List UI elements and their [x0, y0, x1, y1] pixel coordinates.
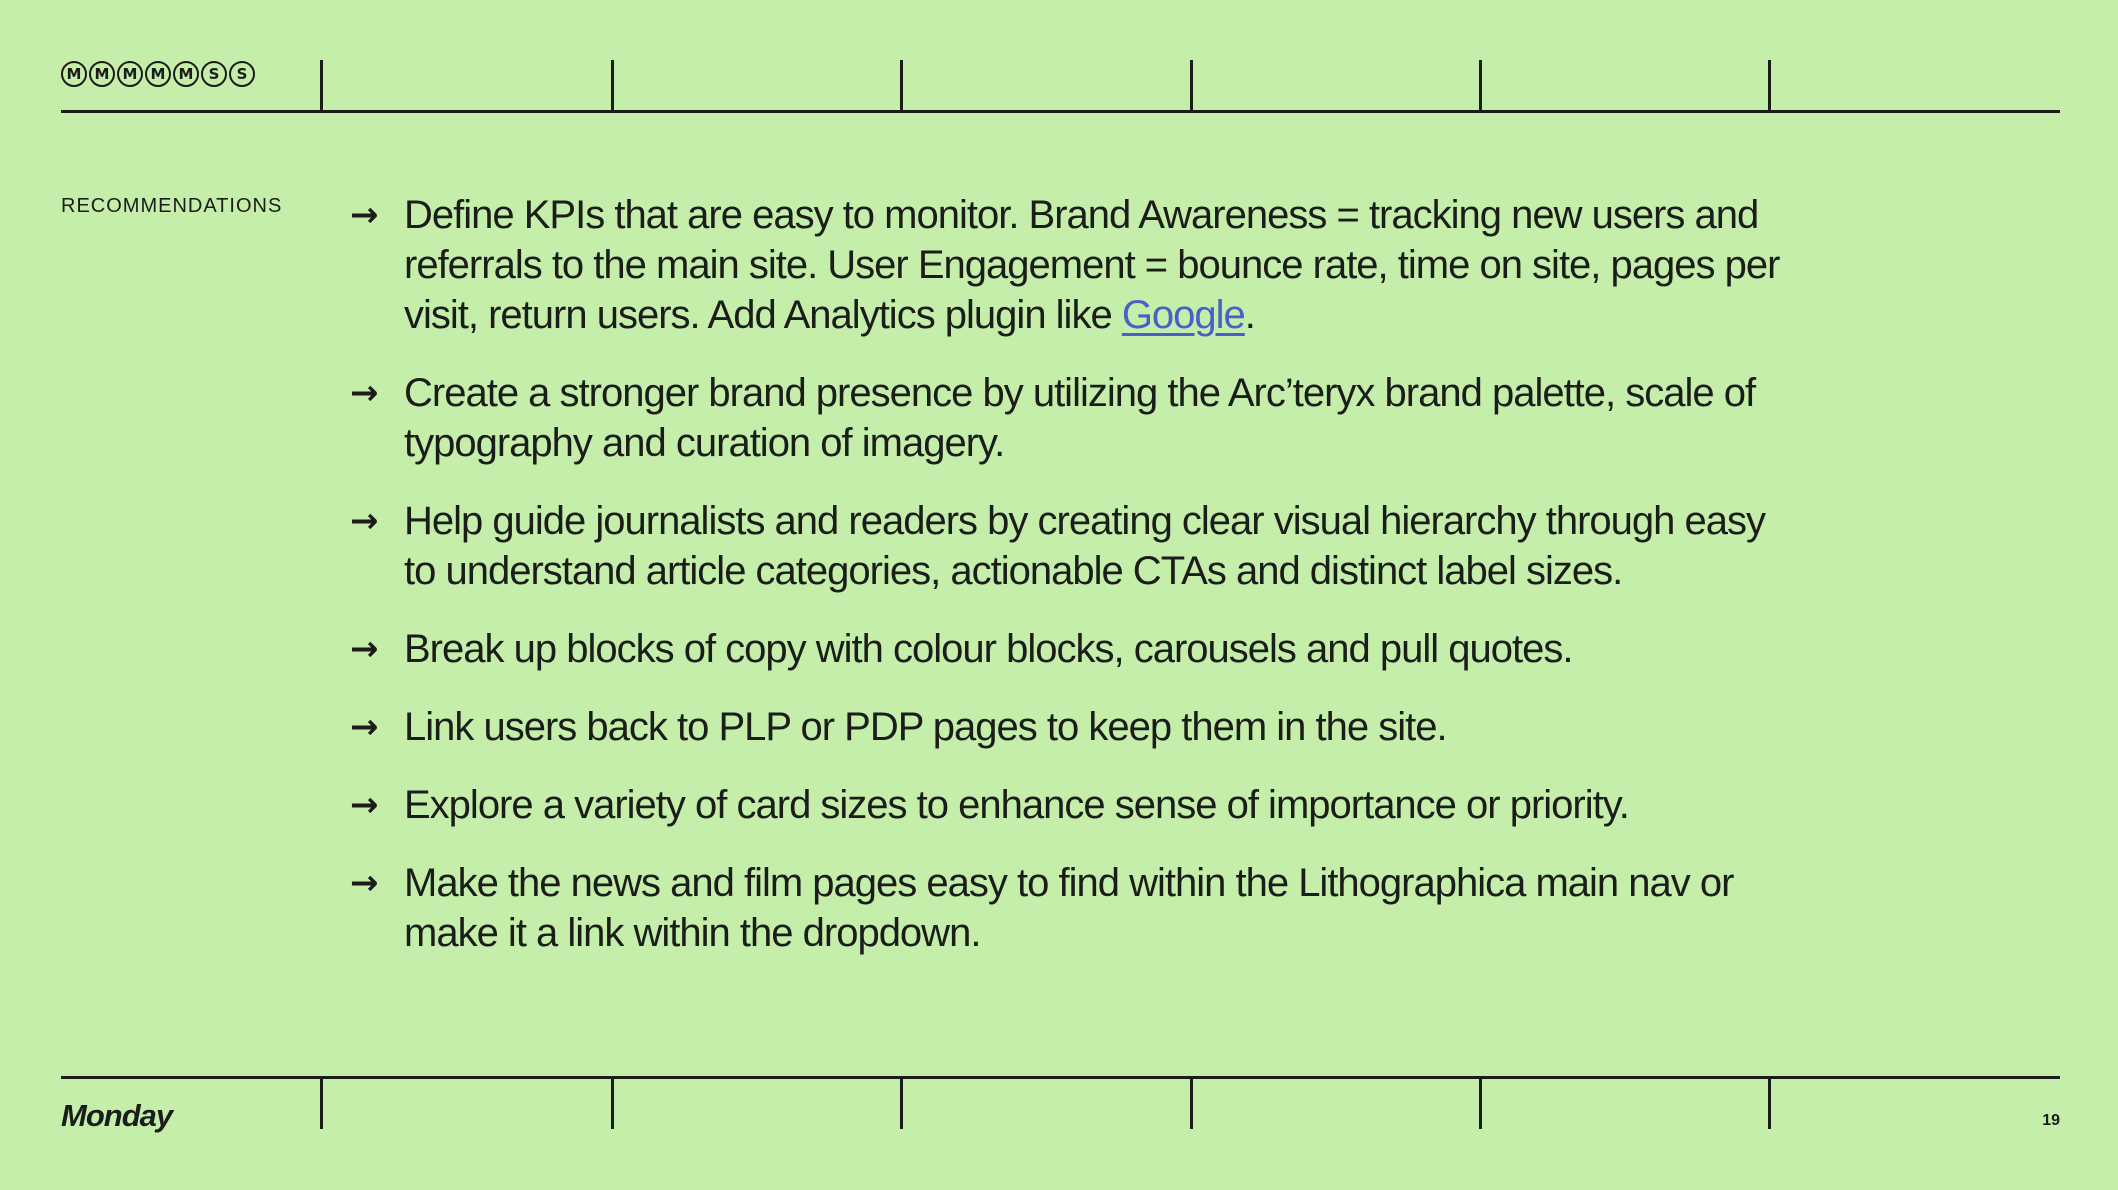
recommendation-item	[350, 496, 1790, 596]
logo-letter-ring: M	[89, 61, 115, 87]
logo-letter-ring: M	[145, 61, 171, 87]
arrow-right-icon: →	[350, 501, 378, 541]
logo-letter-ring: M	[61, 61, 87, 87]
header-divider	[900, 60, 903, 112]
footer-divider	[611, 1077, 614, 1129]
arrow-right-icon: →	[350, 785, 378, 825]
recommendation-text: Break up blocks of copy with colour blocks, carousels and pull quotes.	[404, 627, 1573, 671]
recommendation-item	[350, 702, 1790, 752]
footer-divider	[1768, 1077, 1771, 1129]
header-divider	[611, 60, 614, 112]
logo-letter-ring: S	[201, 61, 227, 87]
footer-rule	[61, 1076, 2060, 1079]
recommendation-text: Link users back to PLP or PDP pages to keep them in the site.	[404, 705, 1447, 749]
section-label: RECOMMENDATIONS	[61, 195, 283, 217]
recommendation-item	[350, 858, 1790, 958]
header-rule	[61, 110, 2060, 113]
recommendation-item	[350, 190, 1790, 340]
brand-logo	[61, 61, 257, 87]
recommendation-text: Create a stronger brand presence by utilizing the Arc’teryx brand palette, scale of typography and curation of imagery.	[404, 371, 1756, 465]
footer-divider	[1479, 1077, 1482, 1129]
logo-letter-ring: M	[117, 61, 143, 87]
arrow-right-icon: →	[350, 629, 378, 669]
arrow-right-icon: →	[350, 195, 378, 235]
recommendation-text: Define KPIs that are easy to monitor. Brand Awareness = tracking new users and referrals to the main site. User Engagement = bounce rate, time on site, pages per visit, return users. Add Analytics plugin like	[404, 193, 1780, 337]
arrow-right-icon: →	[350, 373, 378, 413]
recommendation-item	[350, 780, 1790, 830]
google-analytics-link[interactable]: Google	[1121, 293, 1245, 337]
recommendation-text: Help guide journalists and readers by creating clear visual hierarchy through easy to understand article categories, actionable CTAs and distinct label sizes.	[404, 499, 1766, 593]
arrow-right-icon: →	[350, 707, 378, 747]
footer-brand-name: Monday	[61, 1098, 173, 1133]
page-number: 19	[2042, 1112, 2060, 1129]
footer-divider	[1190, 1077, 1193, 1129]
recommendations-list	[350, 190, 1790, 986]
recommendation-text-end: .	[1244, 293, 1255, 337]
recommendation-item	[350, 624, 1790, 674]
logo-letter-ring: S	[229, 61, 255, 87]
header-divider	[1479, 60, 1482, 112]
logo-letter-ring: M	[173, 61, 199, 87]
footer-divider	[900, 1077, 903, 1129]
arrow-right-icon: →	[350, 863, 378, 903]
recommendation-item	[350, 368, 1790, 468]
header-divider	[1768, 60, 1771, 112]
recommendation-text: Explore a variety of card sizes to enhance sense of importance or priority.	[404, 783, 1629, 827]
header-divider	[320, 60, 323, 112]
header-divider	[1190, 60, 1193, 112]
recommendation-text: Make the news and film pages easy to find within the Lithographica main nav or make it a link within the dropdown.	[404, 861, 1734, 955]
footer-divider	[320, 1077, 323, 1129]
